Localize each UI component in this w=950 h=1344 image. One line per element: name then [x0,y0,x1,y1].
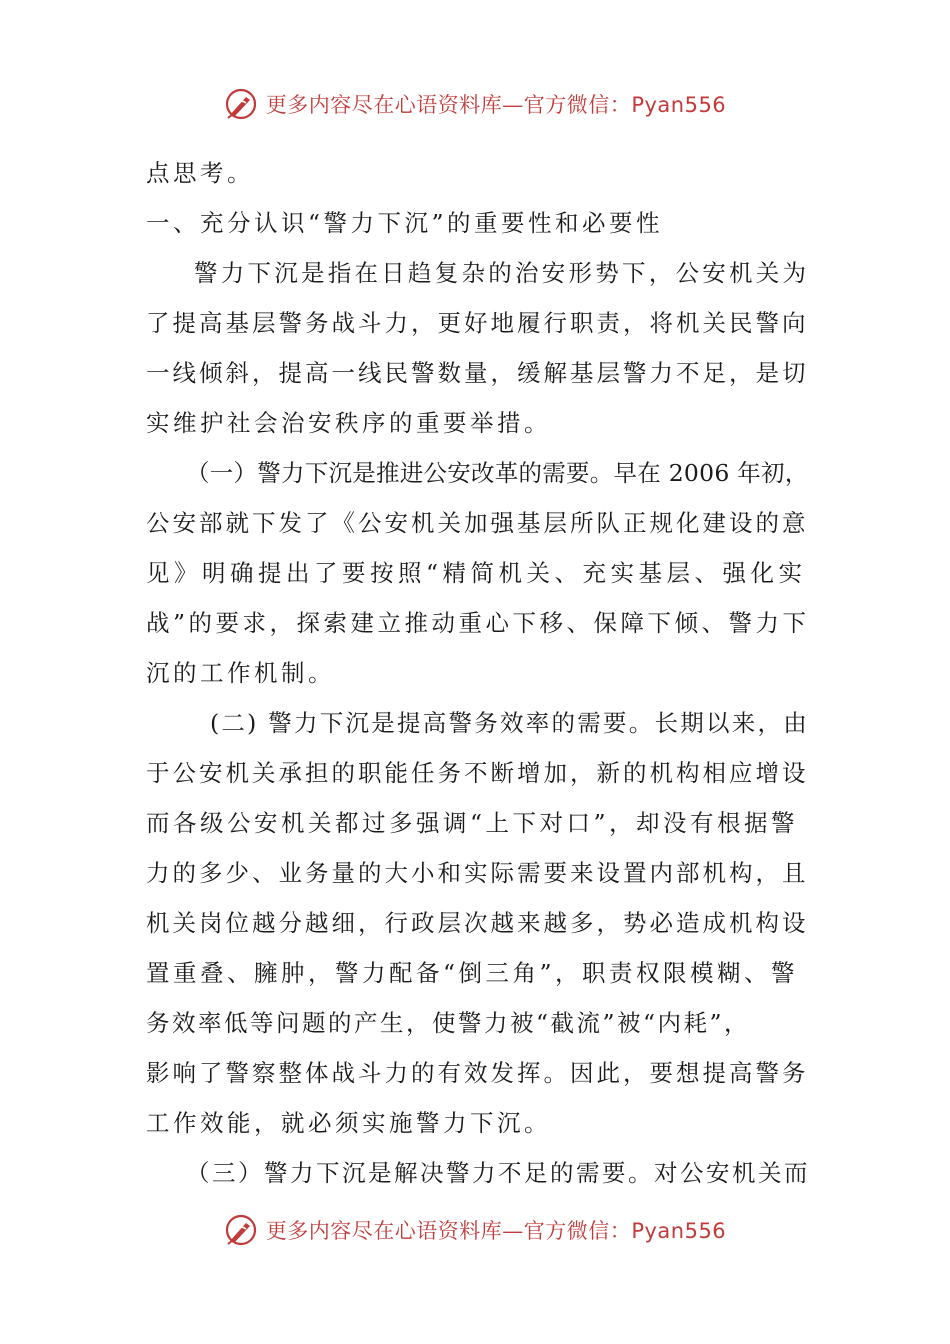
body-line: 点思考。 [146,159,254,187]
body-line: 务效率低等问题的产生，使警力被“截流”被“内耗”， [146,1009,751,1037]
body-line: 沉的工作机制。 [146,659,335,687]
body-line: 了提高基层警务战斗力，更好地履行职责，将机关民警向 [146,309,809,337]
section-heading: 一、充分认识“警力下沉”的重要性和必要性 [146,209,664,237]
header-watermark [0,84,950,124]
watermark-text: 更多内容尽在心语资料库—官方微信：Pyan556 [265,1219,727,1243]
body-line: 见》明确提出了要按照“精简机关、充实基层、强化实 [146,559,807,587]
body-line: 公安部就下发了《公安机关加强基层所队正规化建设的意 [146,509,809,537]
pen-logo-icon [224,87,258,121]
body-line: 工作效能，就必须实施警力下沉。 [146,1109,551,1137]
body-line: 力的多少、业务量的大小和实际需要来设置内部机构，且 [146,859,809,887]
body-line: 实维护社会治安秩序的重要举措。 [146,409,551,437]
body-line: 而各级公安机关都过多强调“上下对口”，却没有根据警 [146,809,799,837]
footer-watermark [0,1210,950,1250]
body-line: 警力下沉是指在日趋复杂的治安形势下，公安机关为 [194,259,810,287]
body-line: 一线倾斜，提高一线民警数量，缓解基层警力不足，是切 [146,359,809,387]
watermark-text: 更多内容尽在心语资料库—官方微信：Pyan556 [265,93,727,117]
pen-logo-icon [224,1213,258,1247]
body-line: 机关岗位越分越细，行政层次越来越多，势必造成机构设 [146,909,809,937]
subsection-heading: （一）警力下沉是推进公安改革的需要。早在 2006 年初， [186,459,809,487]
body-line: 战”的要求，探索建立推动重心下移、保障下倾、警力下 [146,609,810,637]
subsection-heading: (二) 警力下沉是提高警务效率的需要。长期以来，由 [210,709,810,737]
document-body [146,148,810,1198]
body-line: 置重叠、臃肿，警力配备“倒三角”，职责权限模糊、警 [146,959,799,987]
body-line: 影响了警察整体战斗力的有效发挥。因此，要想提高警务 [146,1059,809,1087]
body-line: 于公安机关承担的职能任务不断增加，新的机构相应增设 [146,759,809,787]
subsection-heading: （三）警力下沉是解决警力不足的需要。对公安机关而 [186,1159,810,1187]
